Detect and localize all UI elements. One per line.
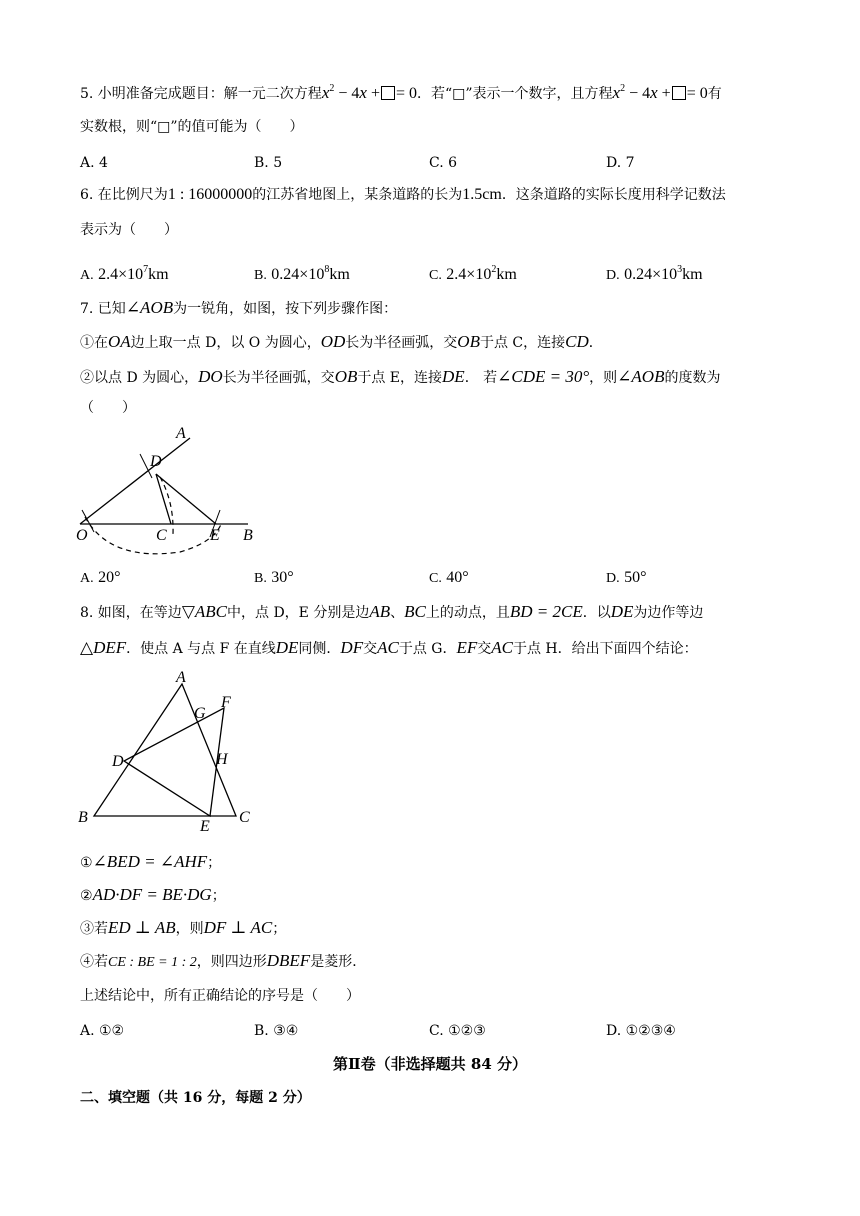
q8-conclusion-3: ③若ED ⊥ AB，则DF ⊥ AC； bbox=[80, 918, 287, 937]
label-e: E bbox=[200, 818, 210, 835]
q5-option-d[interactable]: D. 7 bbox=[606, 155, 635, 171]
q7-step2: ②以点 D 为圆心，DO长为半径画弧，交OB于点 E，连接DE． 若∠CDE = 30°，则∠AOB的度数为 bbox=[80, 367, 721, 386]
blank-box bbox=[672, 86, 686, 100]
label-a: A bbox=[176, 425, 186, 442]
q7-figure bbox=[70, 422, 270, 562]
q6-options bbox=[80, 260, 800, 283]
q7-option-b[interactable]: B. 30° bbox=[254, 569, 294, 586]
q7-step1: ①在OA边上取一点 D，以 O 为圆心，OD长为半径画弧，交OB于点 C，连接CD． bbox=[80, 332, 603, 351]
arc-o-dashed bbox=[85, 517, 222, 554]
label-a: A bbox=[176, 669, 186, 686]
q5-option-a[interactable]: A. 4 bbox=[80, 155, 108, 171]
q8-ask: 上述结论中，所有正确结论的序号是（ ） bbox=[80, 988, 360, 1004]
q8-option-a[interactable]: A. ①② bbox=[80, 1023, 125, 1039]
label-f: F bbox=[221, 694, 231, 711]
label-d: D bbox=[112, 753, 124, 770]
label-o: O bbox=[76, 527, 88, 544]
q5-line1: 5. 小明准备完成题目：解一元二次方程$x^2 - 4x$ + = 0．若“□”表示一个数字，且方程$x^2 - 4x$ + = 0有 bbox=[80, 83, 722, 102]
q8-figure bbox=[72, 666, 272, 838]
q8-conclusion-2: ②AD·DF = BE·DG； bbox=[80, 885, 226, 904]
q8-conclusion-4: ④若CE : BE = 1 : 2，则四边形DBEF是菱形． bbox=[80, 951, 367, 970]
q5-text-b: ．若“□”表示一个数字，且方程 bbox=[417, 86, 613, 102]
part-2-title: 二、填空题（共 16 分，每题 2 分） bbox=[80, 1090, 311, 1106]
q6-line1: 6. 在比例尺为1 : 16000000的江苏省地图上，某条道路的长为1.5cm．这条道路的实际长度用科学记数法 bbox=[80, 186, 726, 203]
q8-option-c[interactable]: C. ①②③ bbox=[429, 1023, 486, 1039]
q6-option-b[interactable]: B. $0.24\times 10^8km$ bbox=[254, 264, 350, 283]
label-e: E bbox=[210, 527, 220, 544]
label-c: C bbox=[156, 527, 167, 544]
q6-option-c[interactable]: C. $2.4\times 10^2km$ bbox=[429, 264, 517, 283]
triangle-def bbox=[124, 708, 224, 816]
q8-options bbox=[80, 1021, 800, 1041]
blank-box bbox=[381, 86, 395, 100]
q6-scale: 1 : 16000000 bbox=[167, 186, 253, 203]
q5-option-b[interactable]: B. 5 bbox=[254, 155, 283, 171]
q5-text-a: 5. 小明准备完成题目：解一元二次方程 bbox=[80, 86, 322, 102]
label-g: G bbox=[194, 705, 206, 722]
q7-option-a[interactable]: A. 20° bbox=[80, 569, 121, 586]
triangle-abc bbox=[94, 684, 236, 816]
q6-option-a[interactable]: A. $2.4\times 10^7km$ bbox=[80, 264, 169, 283]
segment-de bbox=[156, 474, 216, 524]
q6-line2: 表示为（ ） bbox=[80, 222, 178, 238]
label-h: H bbox=[216, 751, 228, 768]
label-b: B bbox=[78, 809, 88, 826]
section-2-title: 第Ⅱ卷（非选择题共 84 分） bbox=[333, 1055, 527, 1073]
q7-paren: （ ） bbox=[80, 400, 136, 416]
q7-options bbox=[80, 568, 800, 588]
q7-option-d[interactable]: D. 50° bbox=[606, 569, 647, 586]
q8-conclusion-1: ①∠BED = ∠AHF； bbox=[80, 852, 222, 871]
label-b: B bbox=[243, 527, 253, 544]
q5-line2: 实数根，则“□”的值可能为（ ） bbox=[80, 119, 304, 135]
segment-cd bbox=[156, 474, 171, 524]
q6-option-d[interactable]: D. $0.24\times 10^3km$ bbox=[606, 264, 703, 283]
q5-option-c[interactable]: C. 6 bbox=[429, 155, 458, 171]
q7-line1: 7. 已知∠AOB为一锐角，如图，按下列步骤作图： bbox=[80, 298, 398, 317]
label-d: D bbox=[150, 453, 162, 470]
ray-oa bbox=[80, 438, 190, 524]
q5-options bbox=[80, 153, 800, 173]
q7-option-c[interactable]: C. 40° bbox=[429, 569, 469, 586]
q8-option-b[interactable]: B. ③④ bbox=[254, 1023, 299, 1039]
q8-line1: 8. 如图，在等边▽ABC中，点 D，E 分别是边AB、BC上的动点，且BD = 2CE．以DE为边作等边 bbox=[80, 602, 704, 621]
arc-d-dashed bbox=[160, 477, 173, 534]
label-c: C bbox=[239, 809, 250, 826]
q8-option-d[interactable]: D. ①②③④ bbox=[606, 1023, 676, 1039]
q6-length: 1.5cm bbox=[462, 186, 502, 203]
q8-line2: △DEF．使点 A 与点 F 在直线DE同侧．DF交AC于点 G．EF交AC于点 H．给出下面四个结论： bbox=[80, 638, 698, 657]
